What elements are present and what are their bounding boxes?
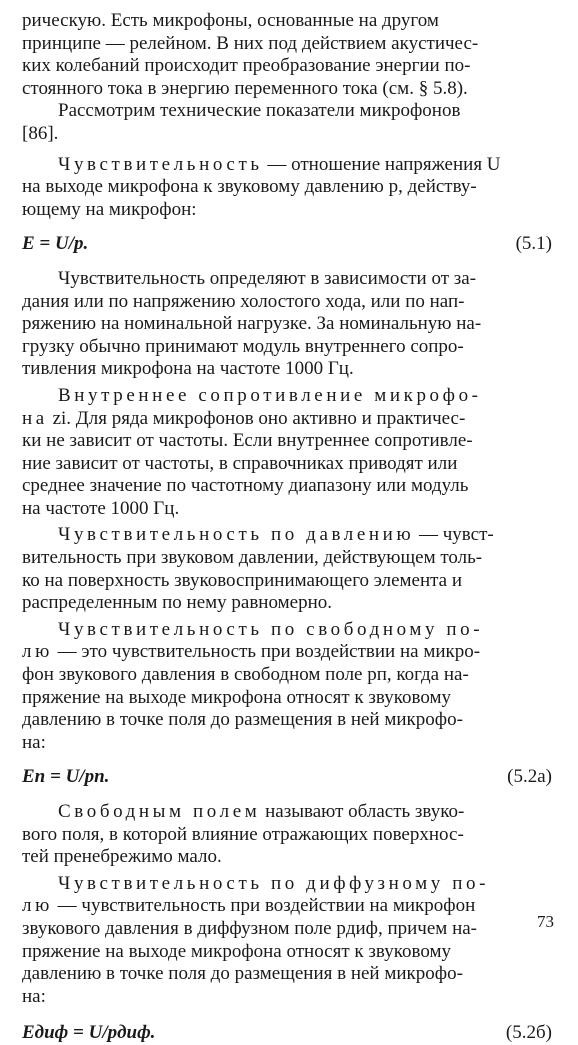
term-pressure-sensitivity: Чувствительность по давлению: [58, 524, 415, 546]
text-line: вого поля, в которой влияние отражающих поверхнос-: [22, 823, 464, 845]
term-free-field: Свободным полем: [58, 801, 261, 822]
term-sensitivity: Чувствительность: [58, 153, 263, 175]
equation-5-1: [22, 233, 552, 256]
text-fragment: zi. Для ряда микрофонов оно активно и практичес-: [47, 407, 466, 429]
text-line: [22, 524, 552, 547]
text-fragment: — отношение напряжения U: [262, 153, 501, 175]
paragraph-pressure-sensitivity: [22, 524, 552, 614]
text-fragment: называют область звуко-: [260, 801, 465, 822]
text-line: давлению в точке поля до размещения в ней микрофо-: [22, 963, 463, 985]
term-free-field-sensitivity: Чувствительность по свободному по-: [58, 618, 484, 640]
text-line: [22, 408, 552, 431]
text-line: тей пренебрежимо мало.: [22, 846, 222, 868]
term-diffuse-field-sensitivity: Чувствительность по диффузному по-: [58, 872, 490, 894]
text-line: принципе — релейном. В них под действием акустичес-: [22, 32, 479, 54]
text-line: ющему на микрофон:: [22, 198, 197, 220]
text-line: ние зависит от частоты, в справочниках приводят или: [22, 452, 458, 474]
page-number: 73: [537, 912, 554, 931]
text-line: на:: [22, 985, 46, 1007]
equation-formula: Eп = U/pп.: [22, 766, 110, 788]
text-line: Рассмотрим технические показатели микрофонов: [58, 100, 461, 122]
term-fragment: лю: [22, 895, 53, 917]
text-line: распределенным по нему равномерно.: [22, 592, 332, 614]
page-body: [22, 10, 552, 1045]
text-line: ряжению на номинальной нагрузке. За номинальную на-: [22, 313, 482, 335]
text-line: Чувствительность определяют в зависимости от за-: [58, 267, 477, 289]
term-internal-resistance: Внутреннее сопротивление микрофо-: [58, 384, 482, 406]
equation-formula: Eдиф = U/pдиф.: [22, 1022, 156, 1044]
text-line: звукового давления в диффузном поле pдиф, причем на-: [22, 917, 477, 939]
text-line: [22, 154, 552, 177]
paragraph-sensitivity-determination: [22, 268, 552, 381]
paragraph-free-field: [22, 801, 552, 869]
text-line: на частоте 1000 Гц.: [22, 497, 180, 519]
text-line: [22, 895, 552, 918]
term-fragment: лю: [22, 641, 53, 663]
paragraph-diffuse-field-sensitivity: [22, 873, 552, 1009]
text-line: пряжение на выходе микрофона относят к звуковому: [22, 940, 451, 962]
text-line: [22, 801, 552, 824]
text-line: вительность при звуковом давлении, действующем толь-: [22, 547, 483, 569]
text-line: давлению в точке поля до размещения в ней микрофо-: [22, 709, 463, 731]
text-line: [22, 641, 552, 664]
text-fragment: — это чувствительность при воздействии на микро-: [52, 641, 481, 663]
text-line: дания или по напряжению холостого хода, или по нап-: [22, 290, 465, 312]
text-line: ко на поверхность звуковоспринимающего элемента и: [22, 569, 463, 591]
text-fragment: — чувствительность при воздействии на микрофон: [52, 895, 476, 917]
text-line: ких колебаний происходит преобразование энергии по-: [22, 55, 471, 77]
text-line: грузку обычно принимают модуль внутреннего сопро-: [22, 335, 464, 357]
equation-5-2b: [22, 1022, 552, 1045]
equation-formula: E = U/p.: [22, 233, 89, 255]
text-line: стоянного тока в энергию переменного тока (см. § 5.8).: [22, 77, 468, 99]
text-line: рическую. Есть микрофоны, основанные на другом: [22, 10, 439, 31]
text-fragment: — чувст-: [414, 524, 494, 546]
text-line: фон звукового давления в свободном поле pп, когда на-: [22, 664, 469, 686]
text-line: среднее значение по частотному диапазону или модуль: [22, 475, 469, 497]
term-fragment: на: [22, 407, 48, 429]
text-line: [86].: [22, 122, 59, 144]
equation-number: (5.1): [515, 233, 552, 255]
text-line: на:: [22, 731, 46, 753]
paragraph-sensitivity-definition: [22, 154, 552, 222]
text-line: пряжение на выходе микрофона относят к звуковому: [22, 686, 451, 708]
paragraph-relay-microphones: [22, 10, 552, 100]
paragraph-internal-resistance: [22, 385, 552, 521]
paragraph-technical-parameters: [22, 100, 552, 145]
equation-5-2a: [22, 766, 552, 789]
equation-number: (5.2б): [505, 1022, 552, 1044]
text-line: ки не зависит от частоты. Если внутреннее сопротивле-: [22, 430, 473, 452]
text-line: на выходе микрофона к звуковому давлению p, действу-: [22, 176, 477, 198]
text-line: тивления микрофона на частоте 1000 Гц.: [22, 358, 354, 380]
equation-number: (5.2а): [507, 766, 552, 788]
paragraph-free-field-sensitivity: [22, 619, 552, 755]
